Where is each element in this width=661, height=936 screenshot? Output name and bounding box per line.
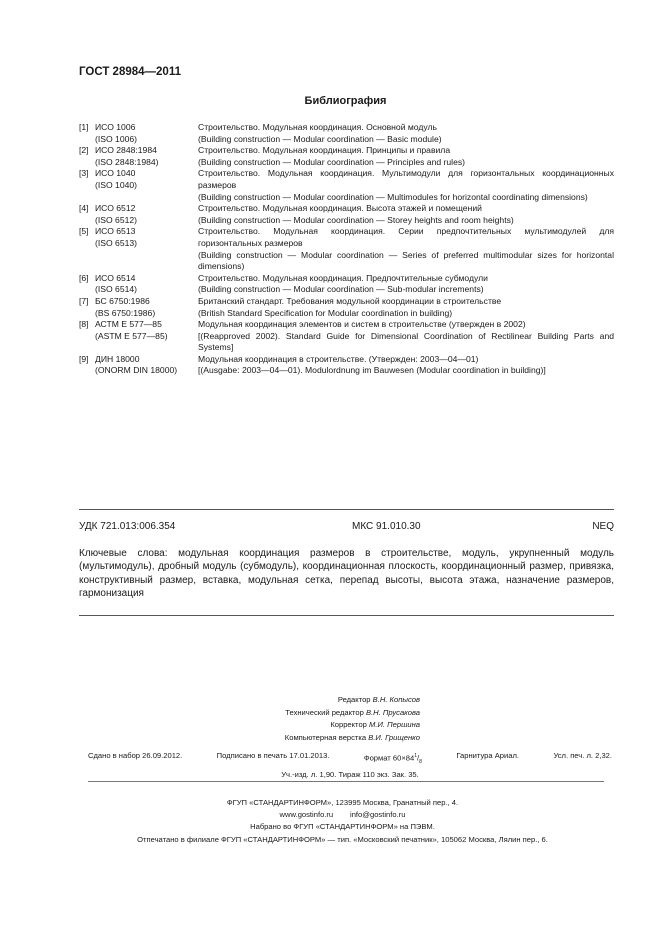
ref-number: [1] bbox=[79, 122, 89, 132]
print-signed: Подписано в печать 17.01.2013. bbox=[216, 751, 330, 760]
publisher-line: Набрано во ФГУП «СТАНДАРТИНФОРМ» на ПЭВМ. bbox=[250, 822, 435, 832]
credit-line: Компьютерная верстка В.И. Грищенко bbox=[284, 732, 420, 742]
neq-marker: NEQ bbox=[592, 521, 614, 532]
print-font: Гарнитура Ариал. bbox=[456, 751, 520, 760]
ref-code: ИСО 2848:1984 (ISO 2848:1984) bbox=[95, 145, 159, 167]
ref-description: Строительство. Модульная координация. Принципы и правила (Building construction — Modular coordination — Principles and rules) bbox=[198, 145, 466, 167]
credit-line: Корректор М.И. Першина bbox=[330, 720, 420, 730]
ref-number: [3] bbox=[79, 168, 89, 179]
bibliography-item bbox=[79, 226, 614, 272]
ref-code: ИСО 6514 (ISO 6514) bbox=[95, 272, 138, 295]
ref-code: ИСО 1006 (ISO 1006) bbox=[95, 122, 138, 144]
divider-bottom bbox=[79, 615, 614, 616]
bibliography-list bbox=[79, 122, 614, 377]
bibliography-item bbox=[79, 145, 614, 168]
ref-description: Британский стандарт. Требования модульной координации в строительстве (British Standard Specification for Modular coordination in building) bbox=[198, 295, 502, 318]
print-pages: Усл. печ. л. 2,32. bbox=[553, 751, 612, 760]
ref-description: Строительство. Модульная координация. Основной модуль (Building construction — Modular coordination — Basic module) bbox=[198, 122, 442, 144]
ref-code: ИСО 1040 (ISO 1040) bbox=[95, 168, 138, 190]
ref-number: [6] bbox=[79, 272, 89, 283]
print-sent: Сдано в набор 26.09.2012. bbox=[88, 751, 183, 760]
publisher-line: ФГУП «СТАНДАРТИНФОРМ», 123995 Москва, Гранатный пер., 4. bbox=[226, 798, 459, 807]
publisher-line: www.gostinfo.ru info@gostinfo.ru bbox=[279, 810, 406, 820]
mks-code: МКС 91.010.30 bbox=[352, 521, 421, 532]
ref-description: Строительство. Модульная координация. Предпочтительные субмодули (Building construction — Modular coordination — Sub-modular increments) bbox=[198, 272, 488, 295]
ref-description: Модульная координация элементов и систем в строительстве (утвержден в 2002) [(Reapproved 2002). Standard Guide for Dimensional Coordination of Rectilinear Building Parts and Systems] bbox=[198, 319, 614, 353]
divider-top bbox=[79, 509, 614, 510]
bibliography-item bbox=[79, 122, 614, 145]
bibliography-item bbox=[79, 354, 614, 377]
publisher-line: Отпечатано в филиале ФГУП «СТАНДАРТИНФОРМ» — тип. «Московский печатник», 105062 Москва, Лялин пер., 6. bbox=[137, 834, 548, 844]
print-line2: Уч.-изд. л. 1,90. Тираж 110 экз. Зак. 35. bbox=[281, 769, 419, 779]
ref-code: ИСО 6513 (ISO 6513) bbox=[95, 226, 138, 248]
ref-code: ДИН 18000 (ONORM DIN 18000) bbox=[95, 353, 178, 376]
ref-number: [9] bbox=[79, 353, 89, 364]
divider-print bbox=[88, 781, 604, 782]
bibliography-title: Библиография bbox=[304, 95, 387, 107]
print-info bbox=[88, 750, 612, 781]
udk-code: УДК 721.013:006.354 bbox=[79, 521, 176, 532]
ref-code: АСТМ Е 577—85 (ASTM E 577—85) bbox=[95, 319, 168, 341]
ref-description: Строительство. Модульная координация. Мультимодули для горизонтальных координационных размеров (Building construction — Modular coordination — Multimodules for horizontal coordinating dimensions) bbox=[198, 168, 614, 202]
ref-number: [8] bbox=[79, 319, 89, 330]
ref-description: Модульная координация в строительстве. (Утвержден: 2003—04—01) [(Ausgabe: 2003—04—01). Modulordnung im Bauwesen (Modular coordination in building)] bbox=[198, 353, 546, 376]
ref-number: [2] bbox=[79, 145, 89, 156]
bibliography-item bbox=[79, 273, 614, 296]
document-id: ГОСТ 28984—2011 bbox=[79, 66, 181, 78]
credits bbox=[160, 694, 420, 744]
bibliography-item bbox=[79, 296, 614, 319]
credit-line: Технический редактор В.Н. Прусакова bbox=[285, 707, 420, 717]
publisher-info bbox=[0, 797, 661, 846]
ref-number: [7] bbox=[79, 295, 89, 306]
bibliography-item bbox=[79, 168, 614, 203]
ref-number: [5] bbox=[79, 226, 89, 237]
ref-description: Строительство. Модульная координация. Серии предпочтительных мультимодулей для горизонтальных размеров (Building construction — Modular coordination — Series of preferred multimodular sizes for horizontal dimensions) bbox=[198, 226, 614, 272]
ref-number: [4] bbox=[79, 203, 89, 214]
ref-code: ИСО 6512 (ISO 6512) bbox=[95, 203, 138, 225]
print-format: Формат $60\times 84^1/_8$ bbox=[363, 753, 422, 766]
ref-description: Строительство. Модульная координация. Высота этажей и помещений (Building construction — Modular coordination — Storey heights and room heights) bbox=[198, 203, 514, 225]
keywords: Ключевые слова: модульная координация размеров в строительстве, модуль, укрупненный модуль (мультимодуль), дробный модуль (субмодуль), координационная плоскость, координационный размер, привязка, конструктивный размер, вставка, модульная сетка, перепад высоты, высота этажа, назначение размеров, гармонизация bbox=[79, 548, 614, 600]
credit-line: Редактор В.Н. Копысов bbox=[337, 695, 420, 704]
bibliography-item bbox=[79, 319, 614, 354]
bibliography-item bbox=[79, 203, 614, 226]
ref-code: БС 6750:1986 (BS 6750:1986) bbox=[95, 295, 156, 318]
